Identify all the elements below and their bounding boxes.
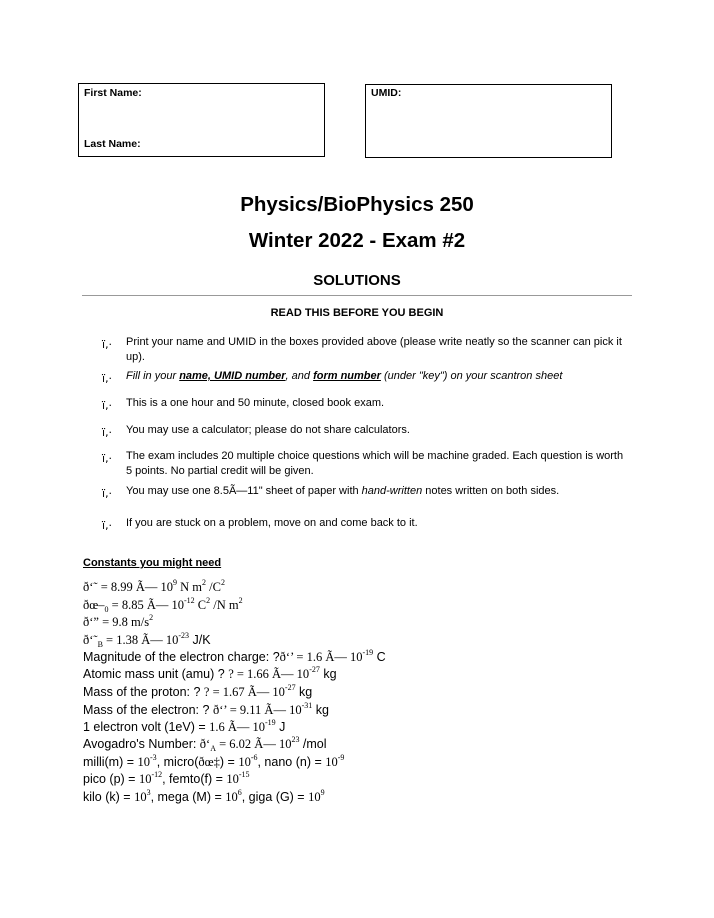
bullet-icon: ï‚· <box>102 519 113 532</box>
instruction-item: This is a one hour and 50 minute, closed book exam. <box>126 397 385 409</box>
solutions-subtitle: SOLUTIONS <box>313 272 401 289</box>
umid-box <box>365 84 612 158</box>
bullet-icon: ï‚· <box>102 426 113 439</box>
first-name-label: First Name: <box>84 87 142 99</box>
course-title: Physics/BioPhysics 250 <box>240 193 474 216</box>
constant-electron-charge: Magnitude of the electron charge: ?ð‘’ = 1.6 Ã— $10^{-19}$ C <box>83 648 386 664</box>
constant-coulomb: ð‘˜ = 8.99 Ã— $10^9$ N $m^2$ $/C^2$ <box>83 578 225 594</box>
constant-avogadro: Avogadro's Number: $ð‘_A = 6.02$ Ã— $10^{23}$ /mol <box>83 735 327 753</box>
instruction-item: If you are stuck on a problem, move on and come back to it. <box>126 517 418 529</box>
prefix-large: kilo $(k) = 10^3$, mega $(M) = 10^6$, giga $(G) = 10^9$ <box>83 788 325 804</box>
constant-electron-mass: Mass of the electron: ? ð‘’ = 9.11 Ã— $10^{-31}$ kg <box>83 701 329 717</box>
constants-heading: Constants you might need <box>83 557 222 569</box>
constant-electron-volt: 1 electron volt (1eV) = 1.6 Ã— $10^{-19}$ J <box>83 718 286 734</box>
prefix-small: milli(m) = $10^{-3}$, micro(ðœ‡) = $10^{-6}$, nano $(n) = 10^{-9}$ <box>83 753 345 769</box>
constant-proton-mass: Mass of the proton: ? ? = 1.67 Ã— $10^{-27}$ kg <box>83 683 313 699</box>
name-box <box>78 83 325 157</box>
last-name-label: Last Name: <box>84 138 141 150</box>
constant-permittivity: $ðœ-_0 = 8.85$ Ã— $10^{-12}$ $C^2$ /N $m^2$ <box>83 596 243 614</box>
bullet-icon: ï‚· <box>102 372 113 385</box>
instruction-item: The exam includes 20 multiple choice questions which will be machine graded. Each question is worth 5 points. No partial credit will be given. <box>126 450 624 477</box>
instruction-item: Fill in your name, UMID number, and form number (under "key") on your scantron sheet <box>126 370 563 382</box>
umid-label: UMID: <box>371 87 402 99</box>
bullet-icon: ï‚· <box>102 452 113 465</box>
instruction-item: Print your name and UMID in the boxes provided above (please write neatly so the scanner can pick it up). <box>126 336 622 363</box>
bullet-icon: ï‚· <box>102 338 113 351</box>
constant-boltzmann: $ð‘˜_B = 1.38$ Ã— $10^{-23}$ J/K <box>83 631 211 649</box>
bullet-icon: ï‚· <box>102 399 113 412</box>
instructions-heading: READ THIS BEFORE YOU BEGIN <box>270 307 444 319</box>
divider <box>82 295 632 296</box>
instruction-item: You may use a calculator; please do not share calculators. <box>126 424 410 436</box>
prefix-tiny: pico $(p) = 10^{-12}$, femto(f) = $10^{-15}$ <box>83 770 250 786</box>
constant-amu: Atomic mass unit (amu) ? ? = 1.66 Ã— $10^{-27}$ kg <box>83 665 337 681</box>
constant-gravity: ð‘” = 9.8 $m/s^2$ <box>83 613 154 629</box>
exam-title: Winter 2022 - Exam #2 <box>248 229 466 252</box>
instruction-item: You may use one 8.5Ã—11" sheet of paper with hand-written notes written on both sides. <box>126 485 560 497</box>
bullet-icon: ï‚· <box>102 487 113 500</box>
